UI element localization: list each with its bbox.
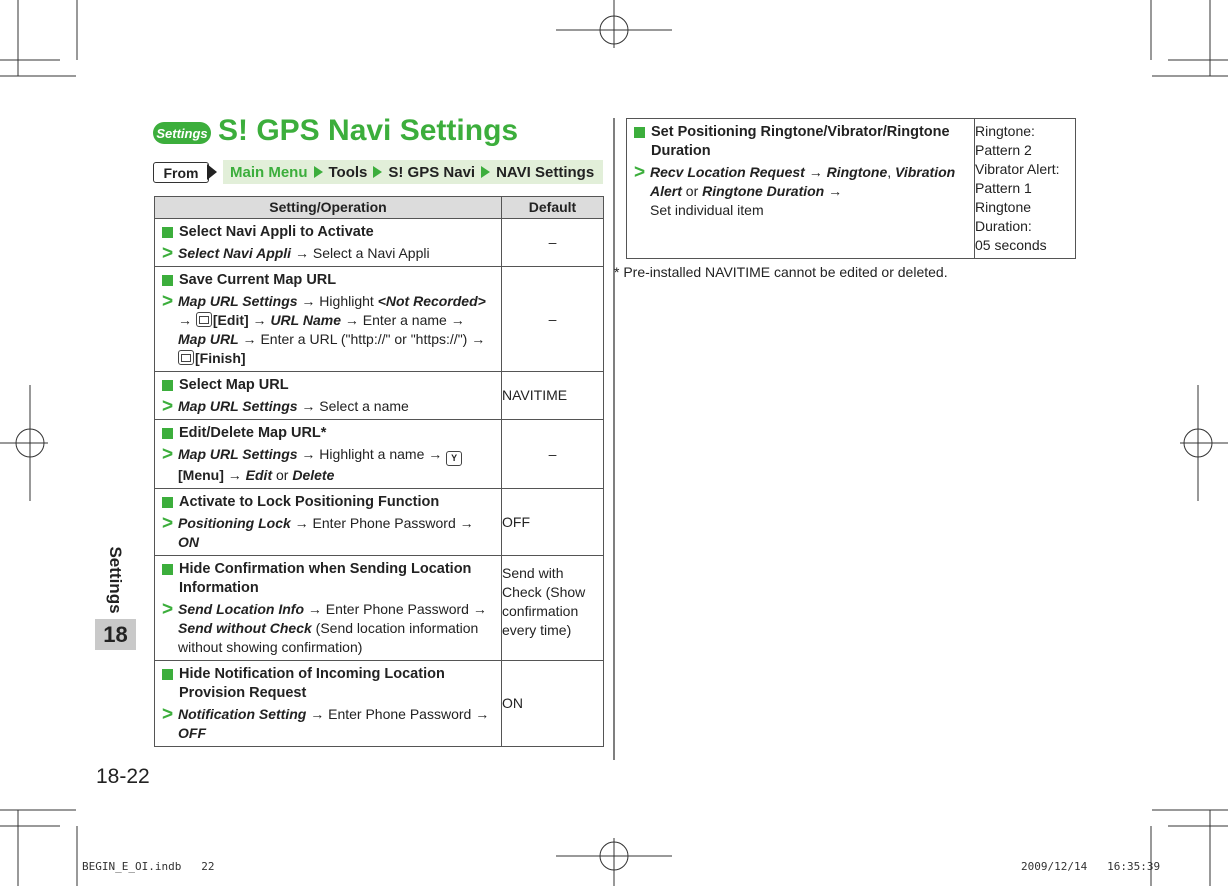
operation-steps: Map URL Settings → Select a name [178, 398, 409, 414]
triangle-right-icon [314, 166, 323, 178]
square-bullet-icon [162, 669, 173, 680]
mail-key-icon [196, 312, 212, 327]
print-file-info: BEGIN_E_OI.indb 22 [82, 860, 215, 873]
default-value: Ringtone: Pattern 2 Vibrator Alert: Pattern 1 Ringtone Duration: 05 seconds [975, 119, 1076, 259]
square-bullet-icon [162, 380, 173, 391]
square-bullet-icon [162, 275, 173, 286]
settings-table-continued [626, 118, 1076, 259]
mail-key-icon [178, 350, 194, 365]
step-arrow-icon: > [162, 704, 174, 725]
operation-title: Select Map URL [179, 377, 289, 393]
operation-steps: Send Location Info → Enter Phone Password → Send without Check (Send location information without showing confirmation) [178, 601, 487, 655]
operation-title: Select Navi Appli to Activate [179, 224, 374, 240]
breadcrumb [223, 160, 603, 184]
step-arrow-icon: > [162, 243, 174, 264]
breadcrumb-item: S! GPS Navi [388, 163, 476, 181]
page-title: S! GPS Navi Settings [218, 114, 519, 147]
operation-steps: Positioning Lock → Enter Phone Password → ON [178, 515, 474, 550]
step-arrow-icon: > [162, 444, 174, 465]
column-header-default: Default [502, 197, 604, 219]
step-arrow-icon: > [162, 396, 174, 417]
operation-title: Edit/Delete Map URL* [179, 425, 327, 441]
page-number: 18-22 [96, 765, 150, 788]
square-bullet-icon [162, 428, 173, 439]
table-row [627, 119, 1076, 259]
yahoo-key-icon: Y [446, 451, 462, 466]
square-bullet-icon [634, 127, 645, 138]
breadcrumb-item: NAVI Settings [496, 163, 595, 181]
operation-title: Set Positioning Ringtone/Vibrator/Ringtone Duration [651, 124, 950, 159]
operation-steps: Recv Location Request → Ringtone, Vibration Alert or Ringtone Duration → Set individual item [650, 164, 956, 218]
from-label: From [153, 162, 209, 183]
default-value: – [502, 420, 604, 489]
operation-steps: Map URL Settings → Highlight a name → Y[Menu] → Edit or Delete [178, 445, 495, 485]
step-arrow-icon: > [162, 291, 174, 312]
default-value: – [502, 219, 604, 267]
operation-steps: Notification Setting → Enter Phone Password → OFF [178, 706, 490, 741]
default-value: – [502, 267, 604, 372]
default-value: Send with Check (Show confirmation every time) [502, 556, 604, 661]
category-badge: Settings [153, 122, 211, 144]
step-arrow-icon: > [162, 599, 174, 620]
triangle-right-icon [373, 166, 382, 178]
operation-title: Save Current Map URL [179, 272, 337, 288]
default-value: ON [502, 661, 604, 747]
operation-title: Hide Confirmation when Sending Location Information [179, 561, 472, 596]
step-arrow-icon: > [634, 162, 646, 183]
operation-title: Hide Notification of Incoming Location Provision Request [179, 666, 445, 701]
table-row [155, 372, 604, 420]
table-row [155, 219, 604, 267]
step-arrow-icon: > [162, 513, 174, 534]
breadcrumb-item: Tools [328, 163, 368, 181]
default-value: OFF [502, 489, 604, 556]
default-value: NAVITIME [502, 372, 604, 420]
chapter-label: Settings [106, 546, 125, 614]
table-row [155, 661, 604, 747]
chapter-number: 18 [95, 619, 136, 650]
square-bullet-icon [162, 497, 173, 508]
square-bullet-icon [162, 227, 173, 238]
print-timestamp: 2009/12/14 16:35:39 [1021, 860, 1161, 873]
table-row [155, 420, 604, 489]
breadcrumb-item: Main Menu [230, 163, 308, 181]
square-bullet-icon [162, 564, 173, 575]
operation-steps: Map URL Settings → Highlight <Not Recorded> → [Edit] → URL Name → Enter a name → Map URL → Enter a URL ("http://" or "https://") → [Finish] [178, 293, 486, 366]
table-row [155, 267, 604, 372]
from-arrow-icon [207, 164, 217, 180]
table-row [155, 556, 604, 661]
table-row [155, 489, 604, 556]
settings-table [154, 196, 604, 747]
operation-title: Activate to Lock Positioning Function [179, 494, 440, 510]
operation-steps: Select Navi Appli → Select a Navi Appli [178, 245, 430, 261]
triangle-right-icon [481, 166, 490, 178]
footnote: * Pre-installed NAVITIME cannot be edited or deleted. [614, 264, 948, 280]
column-header-operation: Setting/Operation [155, 197, 502, 219]
